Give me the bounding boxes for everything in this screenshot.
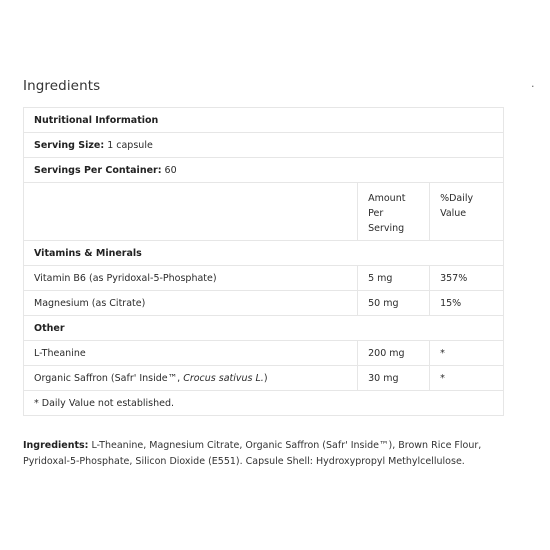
table-row xyxy=(24,366,504,391)
header-line: Per xyxy=(368,208,384,219)
ingredients-label: Ingredients: xyxy=(23,440,89,451)
nutrient-name: Vitamin B6 (as Pyridoxal-5-Phosphate) xyxy=(24,266,358,291)
header-line: %Daily xyxy=(440,193,474,204)
nutrition-facts-table xyxy=(23,107,504,416)
amount-per-serving-header xyxy=(358,183,430,241)
nutrient-daily-value: * xyxy=(430,366,504,391)
table-row xyxy=(24,133,504,158)
nutrient-amount: 5 mg xyxy=(358,266,430,291)
nutritional-information-heading: Nutritional Information xyxy=(24,108,504,133)
name-suffix: ) xyxy=(263,372,268,384)
table-row xyxy=(24,291,504,316)
nutrient-amount: 50 mg xyxy=(358,291,430,316)
name-latin: Crocus sativus L. xyxy=(183,372,264,384)
nutrient-daily-value: 15% xyxy=(430,291,504,316)
name-prefix: Organic Saffron (Safr' Inside™, xyxy=(34,372,184,384)
serving-size-cell xyxy=(24,133,504,158)
table-row xyxy=(24,158,504,183)
footnote-row xyxy=(24,391,504,416)
corner-marker: · xyxy=(531,80,535,93)
servings-per-container-value: 60 xyxy=(164,164,177,176)
nutrient-amount: 30 mg xyxy=(358,366,430,391)
daily-value-header xyxy=(430,183,504,241)
table-row xyxy=(24,341,504,366)
table-row xyxy=(24,266,504,291)
header-line: Value xyxy=(440,208,467,219)
footnote: * Daily Value not established. xyxy=(24,391,504,416)
servings-per-container-cell xyxy=(24,158,504,183)
nutrient-name: L-Theanine xyxy=(24,341,358,366)
serving-size-label: Serving Size: xyxy=(34,139,105,151)
column-header-row xyxy=(24,183,504,241)
page-title: Ingredients xyxy=(23,78,101,94)
nutrient-name: Magnesium (as Citrate) xyxy=(24,291,358,316)
header-blank-cell xyxy=(24,183,358,241)
section-header-row xyxy=(24,241,504,266)
serving-size-value: 1 capsule xyxy=(107,139,153,151)
nutrient-daily-value: * xyxy=(430,341,504,366)
ingredients-text: L-Theanine, Magnesium Citrate, Organic Saffron (Safr' Inside™), Brown Rice Flour, Pyridoxal-5-Phosphate, Silicon Dioxide (E551). Capsule Shell: Hydroxypropyl Methylcellulose. xyxy=(23,440,482,467)
header-line: Serving xyxy=(368,223,405,234)
section-title: Vitamins & Minerals xyxy=(24,241,504,266)
nutrient-name xyxy=(24,366,358,391)
nutrient-daily-value: 357% xyxy=(430,266,504,291)
ingredients-paragraph xyxy=(23,438,493,470)
section-header-row xyxy=(24,316,504,341)
nutrient-amount: 200 mg xyxy=(358,341,430,366)
table-row xyxy=(24,108,504,133)
section-title: Other xyxy=(24,316,504,341)
header-line: Amount xyxy=(368,193,406,204)
servings-per-container-label: Servings Per Container: xyxy=(34,164,162,176)
